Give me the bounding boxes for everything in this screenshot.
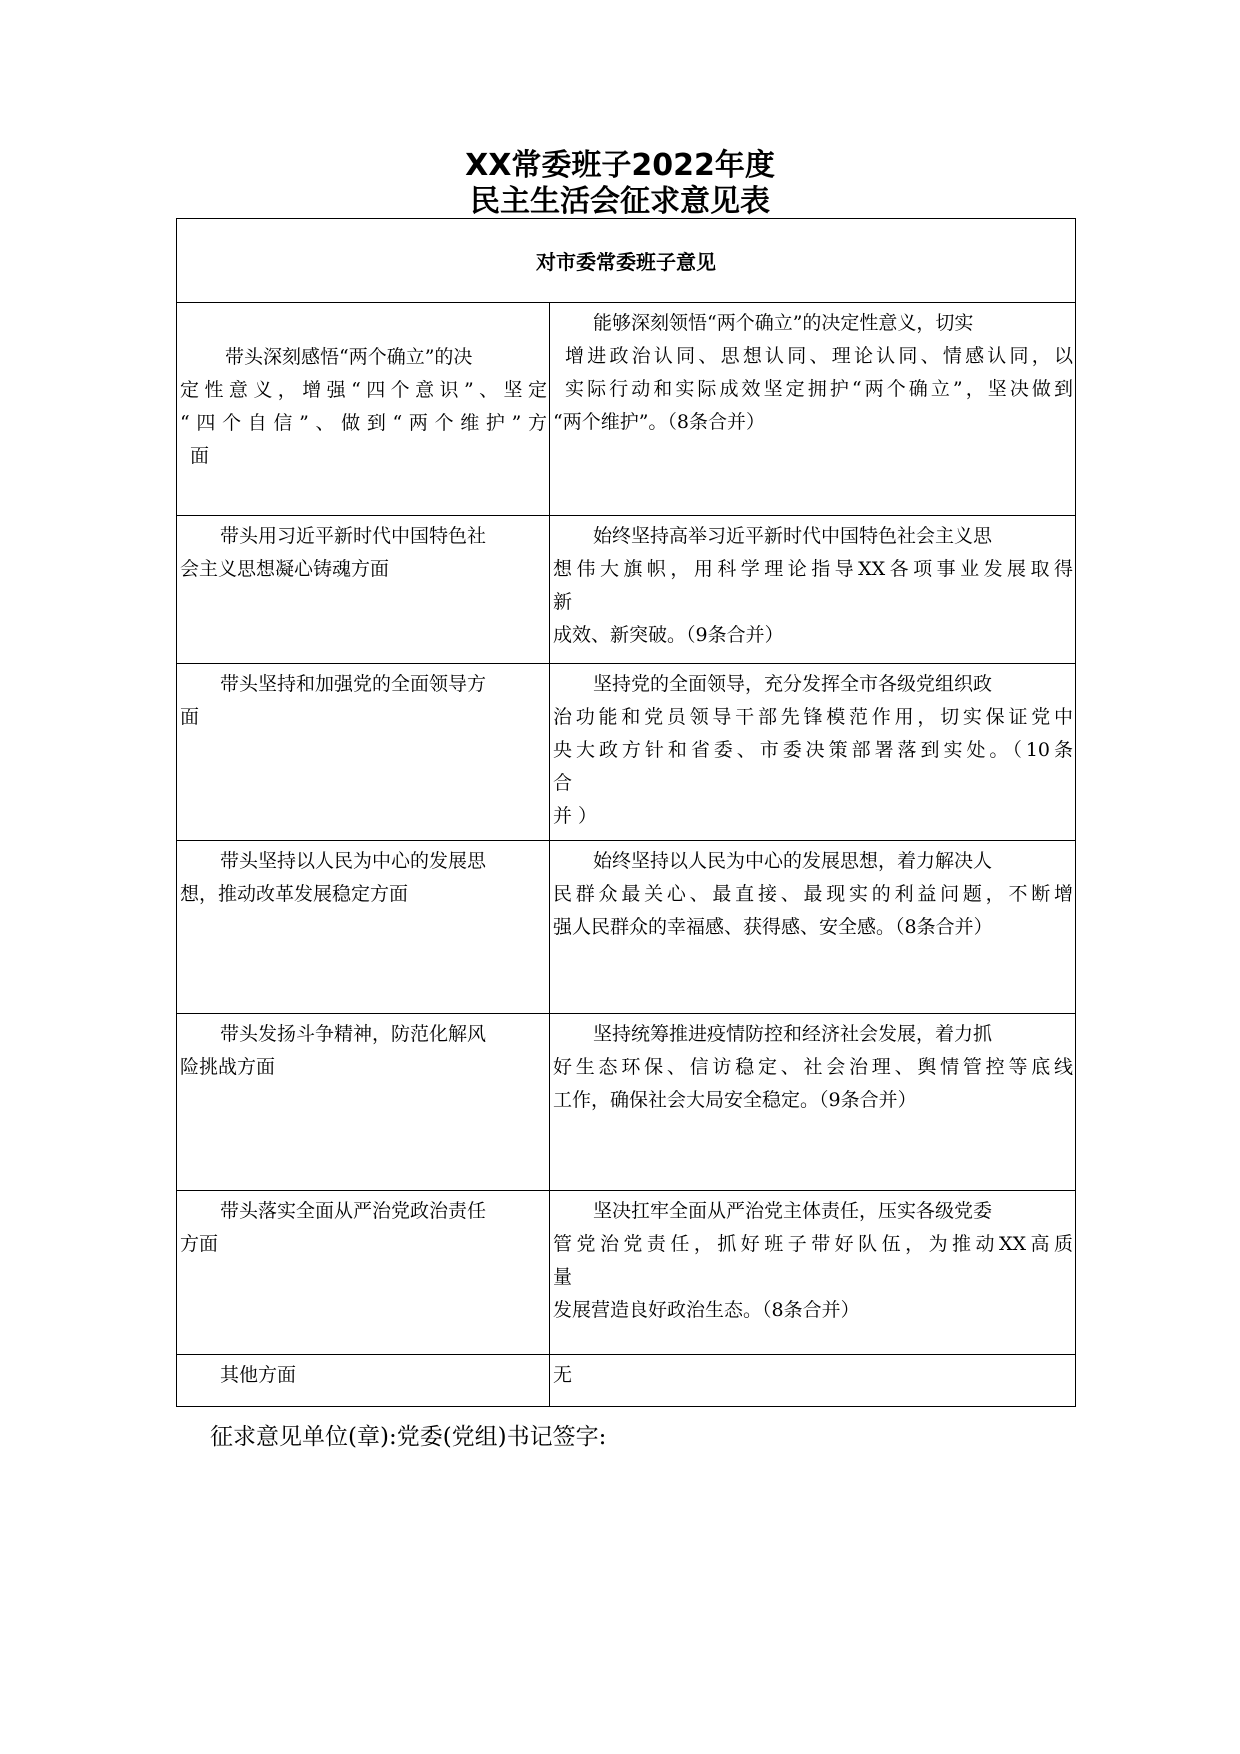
aspect-line: 带头用习近平新时代中国特色社 [220, 525, 487, 547]
opinion-line: 量 [553, 1266, 573, 1288]
table-row [177, 1355, 1076, 1407]
table-header: 对市委常委班子意见 [177, 219, 1076, 303]
aspect-cell [177, 1014, 550, 1191]
opinion-cell [550, 1191, 1076, 1355]
opinion-line: 始终坚持以人民为中心的发展思想，着力解决人 [593, 850, 993, 872]
aspect-line: 会主义思想凝心铸魂方面 [180, 558, 390, 580]
opinion-line: 治功能和党员领导干部先锋模范作用，切实保证党中 [553, 706, 1073, 728]
table-row [177, 303, 1076, 516]
table-row [177, 1191, 1076, 1355]
aspect-cell [177, 1191, 550, 1355]
opinion-line: 并 ） [553, 805, 598, 827]
aspect-line: 带头坚持和加强党的全面领导方 [220, 673, 487, 695]
aspect-line: “四个自信”、做到“两个维护”方 [180, 412, 547, 434]
opinion-cell [550, 1355, 1076, 1407]
opinion-line: 能够深刻领悟“两个确立”的决定性意义，切实 [593, 312, 974, 334]
table-row [177, 664, 1076, 841]
opinion-line: 成效、新突破。（9条合并） [553, 624, 784, 646]
opinion-line: 工作，确保社会大局安全稳定。（9条合并） [553, 1089, 917, 1111]
opinion-line: 实际行动和实际成效坚定拥护“两个确立”，坚决做到 [565, 378, 1073, 400]
opinion-line: 强人民群众的幸福感、获得感、安全感。（8条合并） [553, 916, 993, 938]
opinion-cell [550, 664, 1076, 841]
opinion-line: 坚持统筹推进疫情防控和经济社会发展，着力抓 [593, 1023, 993, 1045]
aspect-cell [177, 664, 550, 841]
aspect-line: 带头落实全面从严治党政治责任 [220, 1200, 487, 1222]
aspect-line: 面 [180, 706, 200, 728]
opinion-line: 始终坚持高举习近平新时代中国特色社会主义思 [593, 525, 993, 547]
aspect-cell [177, 1355, 550, 1407]
opinion-line: 想伟大旗帜，用科学理论指导XX各项事业发展取得 [553, 558, 1073, 580]
opinion-line: 好生态环保、信访稳定、社会治理、舆情管控等底线 [553, 1056, 1073, 1078]
aspect-line: 险挑战方面 [180, 1056, 276, 1078]
opinion-line: 新 [553, 591, 573, 613]
aspect-cell [177, 841, 550, 1014]
aspect-line: 其他方面 [220, 1364, 297, 1386]
opinion-line: 无 [553, 1364, 573, 1386]
opinion-cell [550, 1014, 1076, 1191]
opinion-line: 民群众最关心、最直接、最现实的利益问题，不断增 [553, 883, 1073, 905]
opinion-line: 合 [553, 772, 573, 794]
aspect-line: 想，推动改革发展稳定方面 [180, 883, 409, 905]
opinion-cell [550, 841, 1076, 1014]
opinion-line: “两个维护”。（8条合并） [553, 411, 766, 433]
aspect-cell [177, 516, 550, 664]
opinion-line: 增进政治认同、思想认同、理论认同、情感认同，以 [565, 345, 1073, 367]
table-header-row [177, 219, 1076, 303]
table-row [177, 1014, 1076, 1191]
aspect-line: 方面 [180, 1233, 219, 1255]
aspect-line: 带头发扬斗争精神，防范化解风 [220, 1023, 487, 1045]
opinion-line: 央大政方针和省委、市委决策部署落到实处。（10条 [553, 739, 1073, 761]
aspect-line: 定性意义，增强“四个意识”、坚定 [180, 379, 547, 401]
table-row [177, 841, 1076, 1014]
opinion-cell [550, 516, 1076, 664]
aspect-line: 带头深刻感悟“两个确立”的决 [225, 346, 473, 368]
opinion-table [176, 218, 1076, 1407]
aspect-line: 带头坚持以人民为中心的发展思 [220, 850, 487, 872]
opinion-cell [550, 303, 1076, 516]
opinion-line: 坚持党的全面领导，充分发挥全市各级党组织政 [593, 673, 993, 695]
signature-footer: 征求意见单位(章):党委(党组)书记签字: [210, 1424, 607, 1450]
aspect-cell [177, 303, 550, 516]
table-row [177, 516, 1076, 664]
aspect-line: 面 [190, 445, 210, 467]
opinion-line: 坚决扛牢全面从严治党主体责任，压实各级党委 [593, 1200, 993, 1222]
opinion-line: 管党治党责任，抓好班子带好队伍，为推动XX高质 [553, 1233, 1073, 1255]
document-title-line-2: 民主生活会征求意见表 [470, 184, 770, 219]
opinion-line: 发展营造良好政治生态。（8条合并） [553, 1299, 860, 1321]
document-title-line-1: XX常委班子2022年度 [465, 148, 775, 183]
